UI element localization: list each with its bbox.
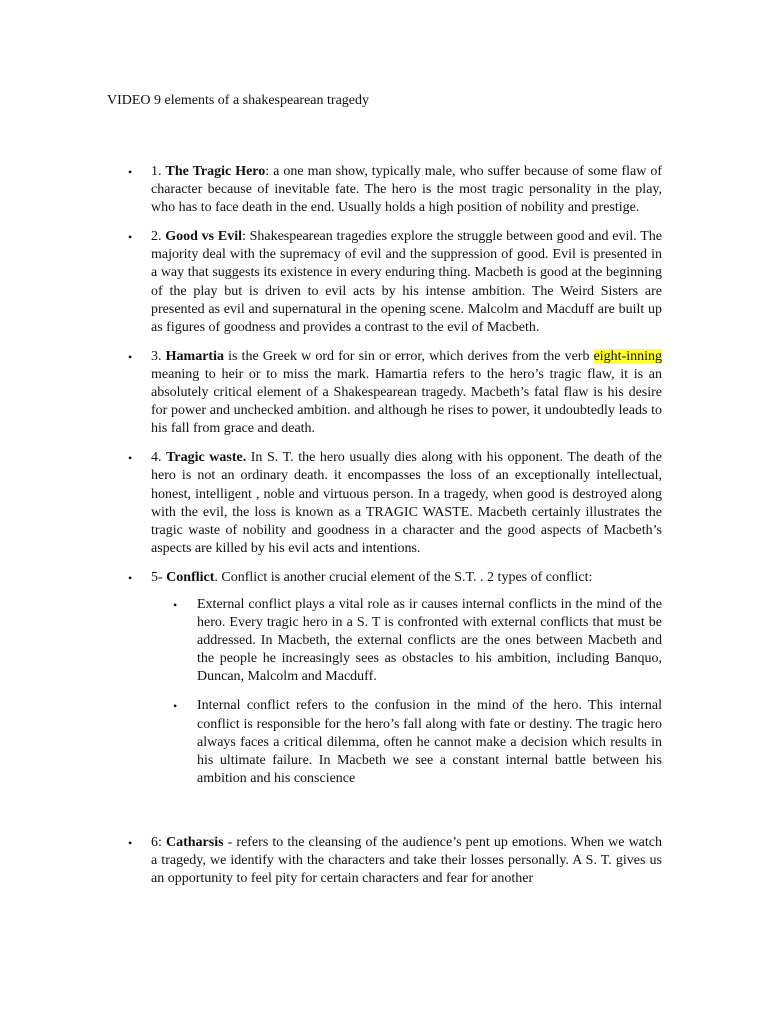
- item-body: : Shakespearean tragedies explore the struggle between good and evil. The majority deal with the supremacy of evil and the suppression of good. Evil is presented in a way that suggests its existence in every enduring thing. Macbeth is good at the beginning of the play but is driven to evil acts by his intense ambition. The Weird Sisters are presented as evil and supernatural in the opening scene. Malcolm and Macduff are built up as figures of goodness and provides a contrast to the evil of Macbeth.: [151, 229, 662, 335]
- list-item-tragic-waste: [0, 449, 662, 558]
- item-term: Tragic waste.: [166, 450, 247, 466]
- elements-list: [0, 163, 768, 899]
- item-body: . Conflict is another crucial element of the S.T. . 2 types of conflict:: [214, 569, 593, 585]
- item-number: 6:: [151, 834, 166, 850]
- item-term: The Tragic Hero: [165, 164, 266, 179]
- item-body: - refers to the cleansing of the audience’s pent up emotions. When we watch a tragedy, we identify with the characters and take their losses personally. A S. T. gives us an opportunity to feel pity for certain characters and fear for another: [151, 834, 663, 887]
- bullet-icon: •: [173, 699, 178, 714]
- document-title: VIDEO 9 elements of a shakespearean tragedy: [107, 93, 370, 108]
- highlighted-text: eight-inning: [593, 348, 663, 364]
- item-number: 4.: [151, 450, 167, 466]
- item-term: Catharsis: [166, 834, 224, 850]
- bullet-icon: •: [128, 165, 133, 179]
- list-item-hamartia: [0, 348, 662, 438]
- item-body: is the Greek w ord for sin or error, which derives from the verb: [223, 348, 594, 364]
- list-item-tragic-hero: [0, 163, 662, 217]
- bullet-icon: •: [128, 835, 133, 850]
- item-number: 3.: [151, 348, 166, 364]
- item-number: 5-: [151, 569, 167, 585]
- list-item-good-vs-evil: [0, 228, 662, 337]
- item-term: Hamartia: [165, 348, 224, 364]
- sub-item-internal-conflict: [151, 697, 662, 787]
- list-item-conflict: [0, 569, 662, 788]
- sub-item-text: Internal conflict refers to the confusion in the mind of the hero. This internal conflict is responsible for the hero’s fall along with fate or destiny. The tragic hero always faces a critical dilemma, often he cannot make a decision which results in his ultimate failure. In Macbeth we see a constant internal battle between his ambition and his conscience: [197, 698, 662, 786]
- bullet-icon: •: [128, 230, 133, 245]
- sub-item-external-conflict: [151, 596, 662, 686]
- item-number: 2.: [151, 229, 166, 245]
- item-term: Good vs Evil: [165, 229, 242, 245]
- item-body-continued: meaning to heir or to miss the mark. Hamartia refers to the hero’s tragic flaw, it is an absolutely critical element of a Shakespearean tragedy. Macbeth’s fatal flaw is his desire for power and unchecked ambition. and although he rises to power, it undoubtedly leads to his fall from grace and death.: [151, 366, 662, 437]
- bullet-icon: •: [128, 570, 133, 585]
- sub-item-text: External conflict plays a vital role as ir causes internal conflicts in the mind of the hero. Every tragic hero in a S. T is confronted with external conflicts that must be addressed. In Macbeth, the external conflicts are the ones between Macbeth and the people he increasingly sees as obstacles to his ambition, including Banquo, Duncan, Malcolm and Macduff.: [197, 596, 662, 685]
- bullet-icon: •: [128, 349, 133, 364]
- item-body: In S. T. the hero usually dies along with his opponent. The death of the hero is not an ordinary death. it encompasses the loss of an exceptionally intellectual, honest, intelligent , noble and virtuous person. In a tragedy, when good is destroyed along with the evil, the loss is known as a TRAGIC WASTE. Macbeth certainly illustrates the tragic waste of nobility and goodness in a character and the good aspects of Macbeth’s aspects are killed by his evil acts and intentions.: [151, 450, 662, 556]
- bullet-icon: •: [173, 597, 178, 612]
- conflict-types-list: [151, 596, 662, 788]
- item-number: 1.: [151, 164, 166, 179]
- item-term: Conflict: [166, 569, 215, 585]
- list-item-catharsis: [0, 834, 662, 888]
- item-body: : a one man show, typically male, who suffer because of some flaw of character because of inevitable fate. The hero is the most tragic personality in the play, who has to face death in the end. Usually holds a high position of nobility and prestige.: [151, 164, 663, 216]
- bullet-icon: •: [128, 451, 133, 466]
